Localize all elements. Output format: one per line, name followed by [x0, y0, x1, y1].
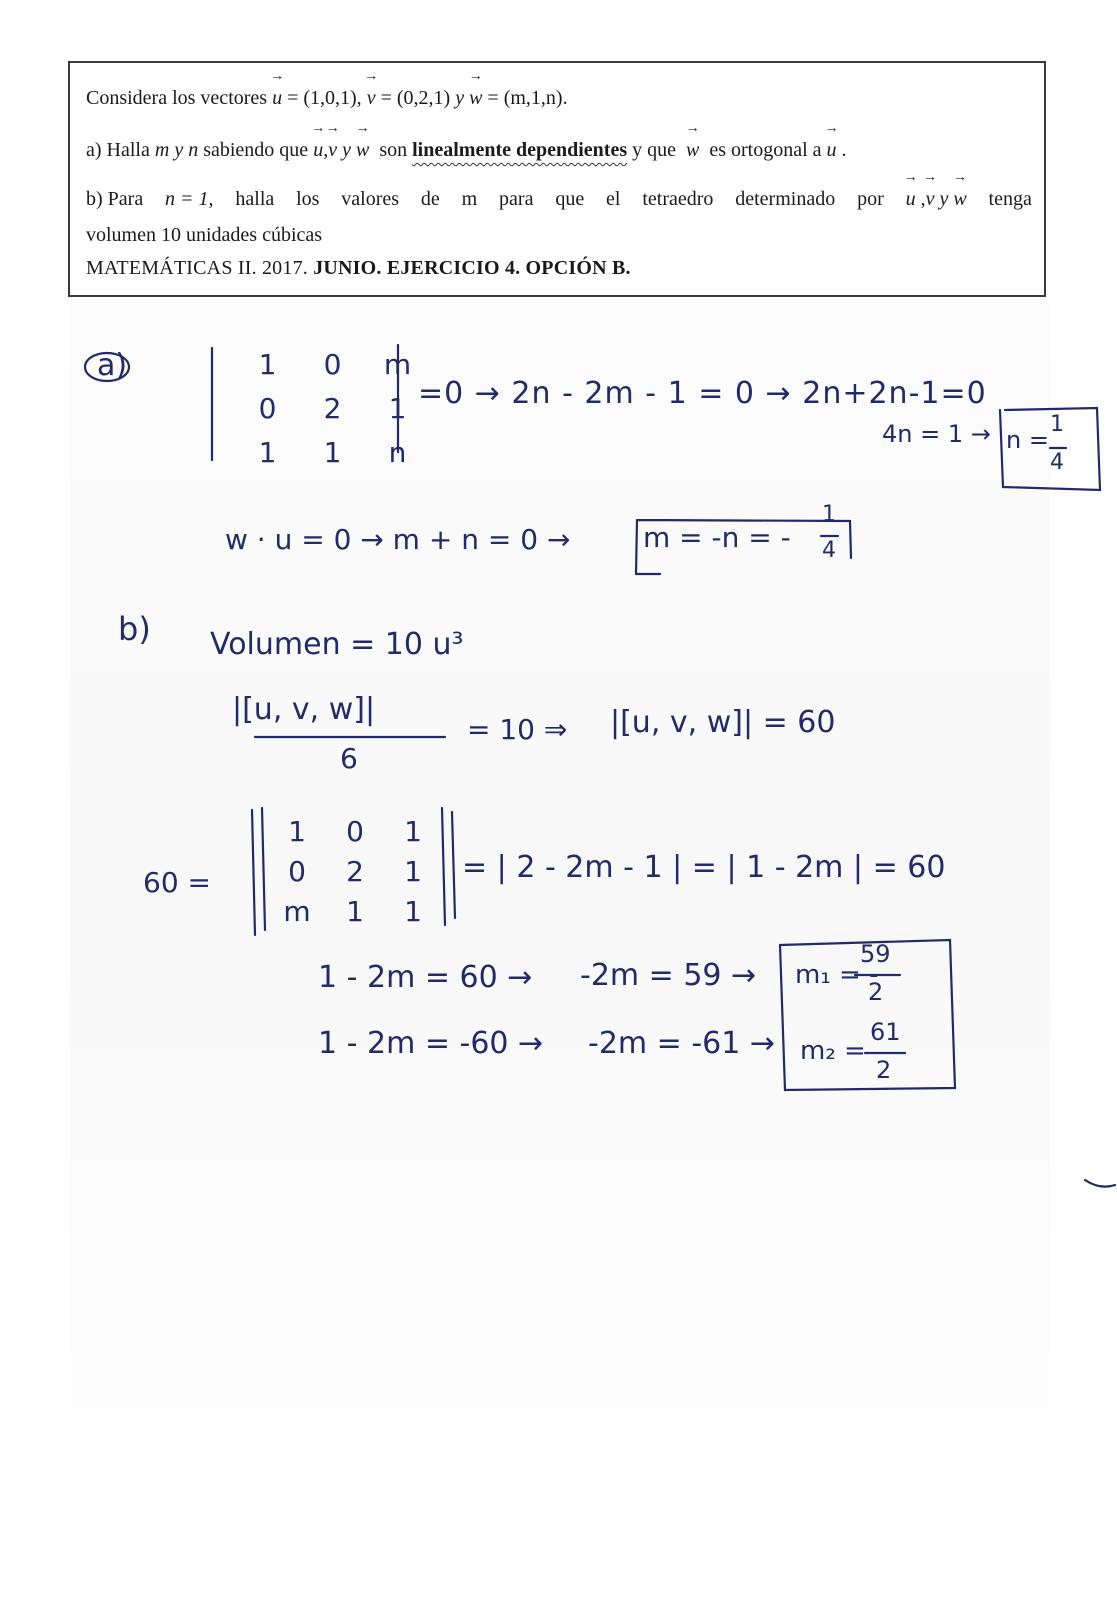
det-cell: m [383, 348, 412, 381]
n-answer: n = [1006, 426, 1049, 454]
det-bar-left [262, 808, 265, 930]
case-positive: 1 - 2m = 60 → [318, 960, 533, 995]
orthogonality-equation: w · u = 0 → m + n = 0 → [225, 523, 571, 556]
det-cell: 0 [323, 348, 342, 381]
m-denominator: 4 [822, 538, 836, 563]
word: por [857, 188, 884, 210]
comma: , [323, 139, 329, 161]
vector-v: → v [328, 139, 337, 162]
vector-w: → w [356, 139, 369, 162]
equation-dependence: =0 → 2n - 2m - 1 = 0 → 2n+2n-1=0 [418, 376, 987, 411]
stray-mark [1085, 1180, 1115, 1187]
word: de [420, 188, 440, 210]
vector-w: → w [686, 139, 699, 162]
det-cell: 0 [258, 392, 277, 425]
m2-answer: m₂ = [800, 1036, 866, 1066]
m1-denominator: 2 [868, 978, 884, 1006]
det-row-2 [268, 852, 442, 892]
det-cell: 2 [346, 855, 364, 888]
determinant-a [235, 343, 430, 475]
source-plain: MATEMÁTICAS II. 2017. [86, 257, 308, 279]
triple-product-result: |[u, v, w]| = 60 [610, 705, 836, 740]
volume-equation: = 10 ⇒ [467, 713, 568, 746]
det-row-2 [235, 387, 430, 431]
vectors-uvw: → u ,→ v y → w [906, 188, 967, 211]
m2-numerator: 61 [870, 1018, 901, 1046]
det-cell: m [283, 895, 311, 928]
word: halla [235, 188, 275, 210]
det-cell: 0 [346, 815, 364, 848]
det-cell: 0 [288, 855, 306, 888]
denominator-six: 6 [340, 742, 358, 775]
det-cell: 1 [258, 436, 277, 469]
vector-v-value: = (0,2,1) [380, 87, 451, 109]
source-bold: JUNIO. EJERCICIO 4. OPCIÓN B. [313, 257, 631, 279]
word: valores [341, 188, 400, 210]
word: el [606, 188, 621, 210]
m1-answer: m₁ = - [795, 960, 879, 990]
vector-u: → u [272, 87, 282, 110]
det-cell: 1 [258, 348, 277, 381]
det-bar-outer-left [252, 810, 255, 935]
vector-w-value: = (m,1,n). [487, 87, 568, 109]
vector-w: → w [469, 87, 482, 110]
vector-w: → w [953, 188, 966, 211]
det-cell: 2 [323, 392, 342, 425]
vector-u-value: = (1,0,1), [287, 87, 362, 109]
det-row-3 [235, 431, 430, 475]
case-negative: 1 - 2m = -60 → [318, 1026, 544, 1061]
det-row-1 [268, 812, 442, 852]
conj-y: y [174, 139, 184, 161]
det-cell: 1 [404, 855, 422, 888]
conj-y: y [455, 87, 465, 109]
det-bar-outer-right [452, 812, 455, 918]
word: los [296, 188, 320, 210]
part-a-label: a) [97, 348, 128, 383]
word: tetraedro [642, 188, 714, 210]
part-b-text: b) Para [86, 188, 144, 210]
m2-denominator: 2 [876, 1056, 892, 1084]
volume-statement: Volumen = 10 u³ [210, 627, 464, 662]
triple-product: |[u, v, w]| [232, 692, 376, 727]
determinant-b-result: = | 2 - 2m - 1 | = | 1 - 2m | = 60 [462, 850, 946, 885]
n-numerator: 1 [1050, 412, 1064, 437]
period: . [841, 139, 847, 161]
text-linealmente-dependientes: linealmente dependientes [412, 139, 628, 161]
det-cell: 1 [404, 895, 422, 928]
word: m [461, 188, 478, 210]
text-sabiendo: sabiendo que [203, 139, 309, 161]
intro-text: Considera los vectores [86, 87, 268, 109]
word: determinado [735, 188, 836, 210]
text-y-que: y que [632, 139, 676, 161]
conj-y: y [939, 188, 949, 210]
det-row-1 [235, 343, 430, 387]
det-bar-right [442, 808, 445, 925]
m-answer: m = -n = - [643, 521, 791, 554]
sixty-equals: 60 = [143, 866, 211, 899]
var-m: m [154, 139, 170, 161]
problem-line-4: volumen 10 unidades cúbicas [86, 224, 323, 246]
vector-v: → v [367, 87, 376, 110]
word: para [499, 188, 534, 210]
m1-numerator: 59 [860, 940, 891, 968]
n-equals-1: n = 1, [165, 188, 214, 210]
case-negative-result: -2m = -61 → [588, 1026, 776, 1061]
case-positive-result: -2m = 59 → [580, 958, 757, 993]
vector-u: → u [906, 188, 916, 211]
word: que [555, 188, 585, 210]
det-cell: 1 [323, 436, 342, 469]
part-a-text: a) Halla [86, 139, 150, 161]
det-cell: 1 [288, 815, 306, 848]
text-ortogonal: es ortogonal a [709, 139, 822, 161]
m-numerator: 1 [822, 502, 836, 527]
vector-v: → v [926, 188, 935, 211]
det-cell: n [388, 436, 407, 469]
text-son: son [379, 139, 408, 161]
vector-u: → u [313, 139, 323, 162]
det-cell: 1 [346, 895, 364, 928]
det-cell: 1 [388, 392, 407, 425]
part-b-label: b) [118, 610, 151, 648]
conj-y: y [342, 139, 351, 161]
n-denominator: 4 [1050, 450, 1064, 475]
equation-4n: 4n = 1 → [882, 420, 991, 448]
vector-u: → u [827, 139, 837, 162]
det-row-3 [268, 892, 442, 932]
determinant-b [268, 812, 442, 932]
var-n: n [188, 139, 199, 161]
det-cell: 1 [404, 815, 422, 848]
word: tenga [988, 188, 1032, 210]
